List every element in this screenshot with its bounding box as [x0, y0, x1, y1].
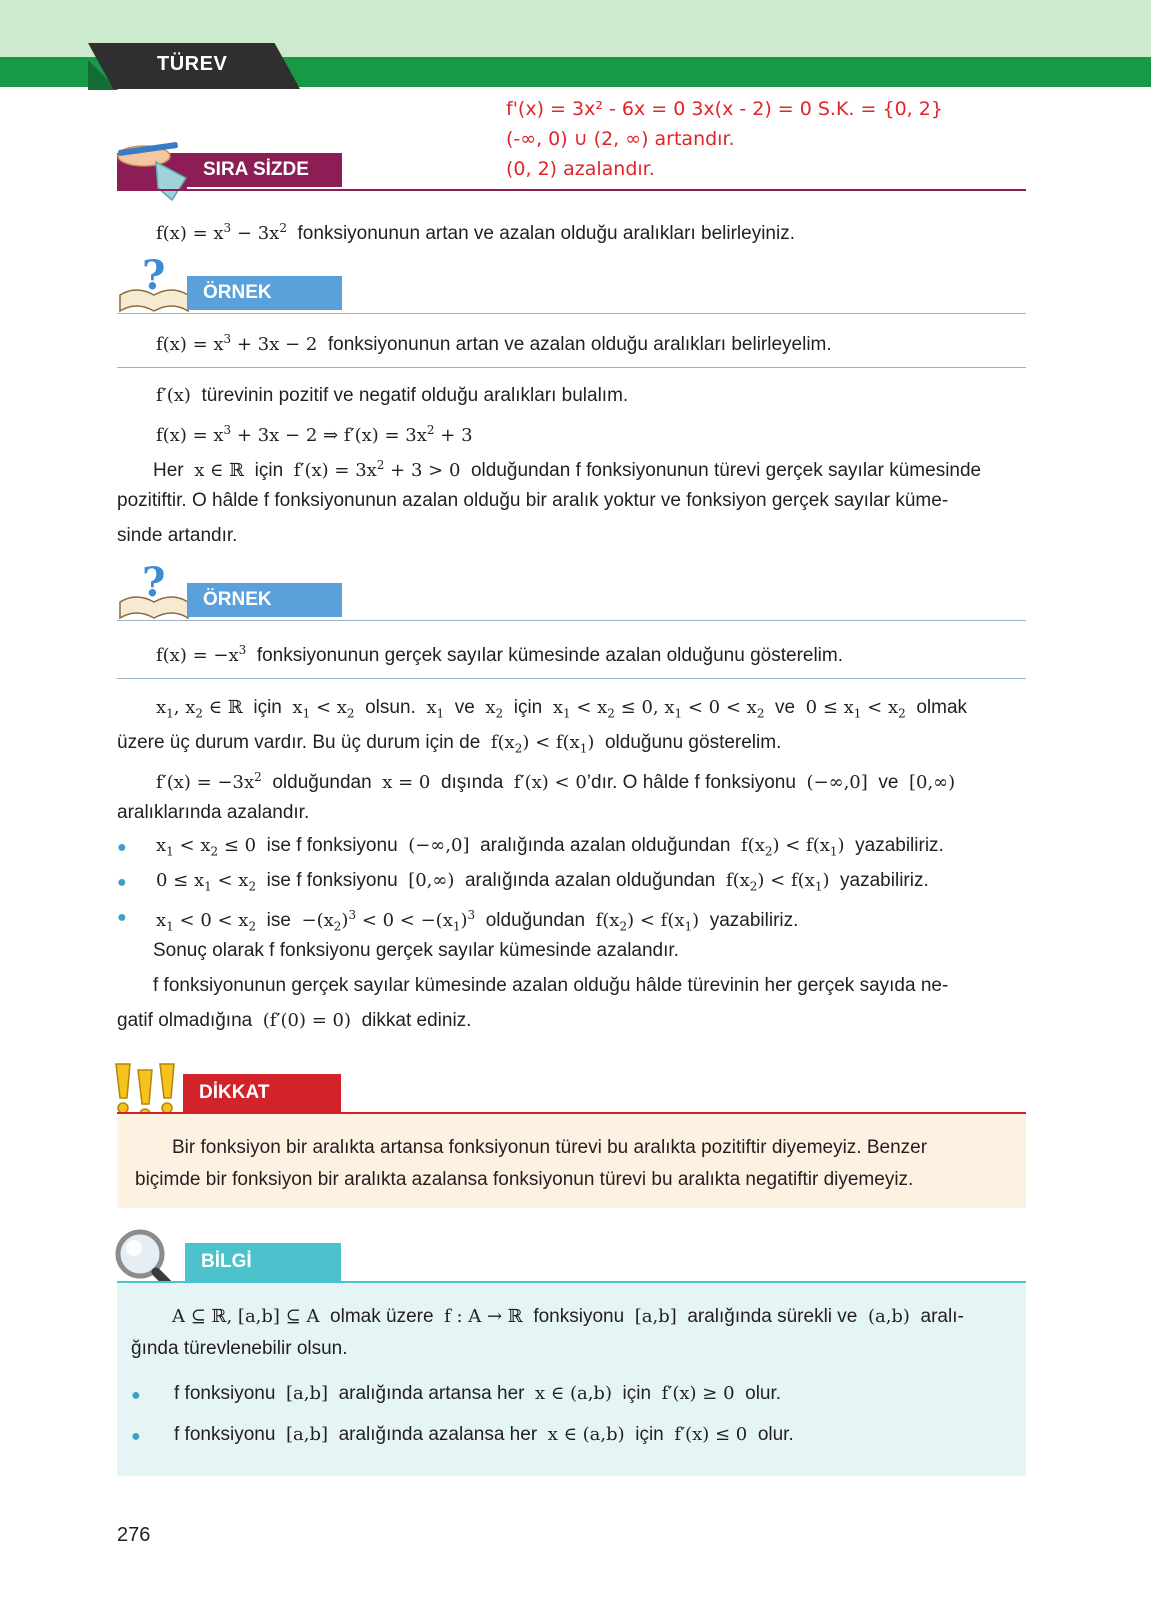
bilgi-box	[117, 1283, 1026, 1476]
bilgi-l1b: fonksiyonu	[533, 1306, 625, 1327]
ornek-1-question-text: fonksiyonunun artan ve azalan olduğu aralıkları belirleyelim.	[327, 334, 832, 355]
bullet-dot-3: ●	[117, 909, 127, 926]
ornek-1-step-2: $f(x) = x^3 + 3x - 2$ ⇒ $f'(x) = 3x^2 + 3$	[156, 423, 473, 446]
ornek-2-p2b: olduğunu gösterelim.	[604, 732, 782, 753]
bilgi-bullet-dot-1: ●	[131, 1387, 141, 1404]
ornek-1-step-3: Her x ∈ ℝ için $f'(x) = 3x^2 + 3 > 0$ olduğundan f fonksiyonunun türevi gerçek sayılar kümesinde	[153, 458, 982, 481]
bilgi-b1b: aralığında artansa her	[338, 1383, 525, 1404]
sira-sizde-rule	[117, 189, 1026, 191]
ornek-1-step-1-text: türevinin pozitif ve negatif olduğu aralıkları bulalım.	[201, 385, 629, 406]
ornek-1-step-1: f′(x) türevinin pozitif ve negatif olduğu aralıkları bulalım.	[156, 385, 629, 406]
ornek-2-p1d: için	[513, 697, 543, 718]
ornek-2-p3b: dışında	[440, 772, 504, 793]
ornek-2-bullet-1: $x_1 < x_2 \le 0$ ise f fonksiyonu (−∞,0] aralığında azalan olduğundan $f(x_2) < f(x_1)$ yazabiliriz.	[156, 835, 944, 859]
bilgi-bullet-dot-2: ●	[131, 1428, 141, 1445]
page-number: 276	[117, 1524, 151, 1546]
ornek-2-p3d: ve	[878, 772, 899, 793]
ornek-2-conclusion-2: f fonksiyonunun gerçek sayılar kümesinde azalan olduğu hâlde türevinin her gerçek sayıda ne-	[153, 975, 949, 996]
dikkat-box	[117, 1114, 1026, 1208]
ornek-2-conclusion-1: Sonuç olarak f fonksiyonu gerçek sayılar kümesinde azalandır.	[153, 940, 679, 961]
ornek-2-para-3: $f'(x) = -3x^2$ olduğundan x = 0 dışında f′(x) < 0’dır. O hâlde f fonksiyonu (−∞,0] ve [0,∞)	[156, 770, 956, 793]
bullet-dot-2: ●	[117, 874, 127, 891]
bilgi-line-1: A ⊆ ℝ, [a,b] ⊆ A olmak üzere f : A → ℝ fonksiyonu [a,b] aralığında sürekli ve (a,b) aralı-	[172, 1306, 964, 1327]
book-question-icon	[116, 255, 192, 317]
ornek-2-p3c: ’dır. O hâlde f fonksiyonu	[586, 772, 796, 793]
bilgi-b2d: olur.	[757, 1424, 794, 1445]
ornek-2-p3a: olduğundan	[272, 772, 372, 793]
ornek-1-step-4: pozitiftir. O hâlde f fonksiyonunun azalan olduğu bir aralık yoktur ve fonksiyon gerçek sayılar küme-	[117, 490, 949, 511]
ornek-2-b3c: yazabiliriz.	[709, 910, 799, 931]
ornek-2-b2b: aralığında azalan olduğundan	[464, 870, 716, 891]
ornek-2-b1c: yazabiliriz.	[855, 835, 944, 856]
annotation-line-2: (-∞, 0) ∪ (2, ∞) artandır.	[506, 128, 735, 150]
ornek-2-rule-top	[117, 620, 1026, 621]
ornek-1-step-5: sinde artandır.	[117, 525, 238, 546]
ornek-2-b1b: aralığında azalan olduğundan	[480, 835, 731, 856]
ornek-2-p2a: üzere üç durum vardır. Bu üç durum için de	[117, 732, 481, 753]
ornek-1-label: ÖRNEK	[187, 276, 342, 310]
bilgi-l1a: olmak üzere	[330, 1306, 434, 1327]
ornek-2-p1b: olsun.	[365, 697, 416, 718]
ornek-2-c3a: gatif olmadığına	[117, 1010, 253, 1031]
ornek-2-question-text: fonksiyonunun gerçek sayılar kümesinde azalan olduğunu gösterelim.	[256, 645, 844, 666]
bilgi-b2a: f fonksiyonu	[174, 1424, 276, 1445]
ornek-2-b1a: ise f fonksiyonu	[266, 835, 398, 856]
bilgi-bullet-1: f fonksiyonu [a,b] aralığında artansa her x ∈ (a,b) için f′(x) ≥ 0 olur.	[174, 1383, 782, 1404]
ornek-2-p1a: için	[253, 697, 282, 718]
ornek-2-p1e: ve	[775, 697, 796, 718]
bilgi-b1c: için	[622, 1383, 652, 1404]
ornek-2-question: $f(x) = -x^3$ fonksiyonunun gerçek sayılar kümesinde azalan olduğunu gösterelim.	[156, 643, 844, 666]
ornek-1-s3a: Her	[153, 460, 184, 481]
svg-text:?: ?	[142, 562, 166, 606]
ornek-1-rule-top	[117, 313, 1026, 314]
ornek-2-b3b: olduğundan	[485, 910, 586, 931]
ornek-2-conclusion-3: gatif olmadığına (f′(0) = 0) dikkat ediniz.	[117, 1010, 472, 1031]
bullet-dot-1: ●	[117, 839, 127, 856]
bilgi-b1d: olur.	[745, 1383, 782, 1404]
bilgi-b1a: f fonksiyonu	[174, 1383, 276, 1404]
ornek-2-b2a: ise f fonksiyonu	[266, 870, 398, 891]
ornek-2-p1c: ve	[454, 697, 475, 718]
hand-pen-icon	[112, 134, 190, 204]
dikkat-label: DİKKAT	[183, 1074, 341, 1112]
ornek-1-s3b: için	[254, 460, 284, 481]
ornek-2-bullet-2: $0 \le x_1 < x_2$ ise f fonksiyonu [0,∞) aralığında azalan olduğundan $f(x_2) < f(x_1)$ yazabiliriz.	[156, 870, 929, 894]
ornek-2-para-4: aralıklarında azalandır.	[117, 802, 310, 823]
ornek-1-rule-bottom	[117, 367, 1026, 368]
bilgi-b2c: için	[635, 1424, 664, 1445]
bilgi-label: BİLGİ	[185, 1243, 341, 1281]
ornek-2-rule-bottom	[117, 678, 1026, 679]
svg-text:?: ?	[142, 255, 166, 299]
ornek-2-p1f: olmak	[916, 697, 968, 718]
annotation-line-1: f'(x) = 3x² - 6x = 0 3x(x - 2) = 0 S.K. = {0, 2}	[506, 98, 943, 120]
ornek-2-label: ÖRNEK	[187, 583, 342, 617]
chapter-title: TÜREV	[157, 53, 228, 75]
bilgi-line-2: ğında türevlenebilir olsun.	[131, 1338, 348, 1359]
bilgi-l1c: aralığında sürekli ve	[687, 1306, 858, 1327]
ornek-2-bullet-3: $x_1 < 0 < x_2$ ise $-(x_2)^3 < 0 < -(x_1)^3$ olduğundan $f(x_2) < f(x_1)$ yazabiliriz.	[156, 908, 799, 934]
ornek-2-b2c: yazabiliriz.	[840, 870, 929, 891]
bilgi-b2b: aralığında azalansa her	[338, 1424, 538, 1445]
sira-sizde-text: fonksiyonunun artan ve azalan olduğu aralıkları belirleyiniz.	[297, 223, 795, 244]
dikkat-line-2: biçimde bir fonksiyon bir aralıkta azalansa fonksiyonun türevi bu aralıkta negatiftir diyemeyiz.	[135, 1169, 914, 1190]
sira-sizde-exercise: $f(x) = x^3 - 3x^2$ fonksiyonunun artan ve azalan olduğu aralıkları belirleyiniz.	[156, 221, 795, 244]
ornek-2-para-2: üzere üç durum vardır. Bu üç durum için de $f(x_2) < f(x_1)$ olduğunu gösterelim.	[117, 732, 782, 756]
ornek-2-c3b: dikkat ediniz.	[361, 1010, 472, 1031]
sira-sizde-label: SIRA SİZDE	[187, 153, 342, 187]
annotation-line-3: (0, 2) azalandır.	[506, 158, 655, 180]
handwritten-annotation	[506, 94, 943, 184]
book-question-icon-2	[116, 562, 192, 624]
ornek-2-b3a: ise	[266, 910, 291, 931]
ornek-2-para-1: $x_1$, $x_2$ ∈ ℝ için $x_1 < x_2$ olsun. $x_1$ ve $x_2$ için $x_1 < x_2 \le 0$, $x_1 < 0 < x_2$ ve $0 \le x_1 < x_2$ olmak	[156, 697, 968, 721]
ornek-1-s3c: olduğundan f fonksiyonunun türevi gerçek sayılar kümesinde	[470, 460, 982, 481]
bilgi-bullet-2: f fonksiyonu [a,b] aralığında azalansa her x ∈ (a,b) için f′(x) ≤ 0 olur.	[174, 1424, 794, 1445]
bilgi-l1d: aralı-	[920, 1306, 964, 1327]
ornek-1-question: $f(x) = x^3 + 3x - 2$ fonksiyonunun artan ve azalan olduğu aralıkları belirleyelim.	[156, 332, 832, 355]
dikkat-line-1: Bir fonksiyon bir aralıkta artansa fonksiyonun türevi bu aralıkta pozitiftir diyemeyiz. Benzer	[172, 1137, 928, 1158]
